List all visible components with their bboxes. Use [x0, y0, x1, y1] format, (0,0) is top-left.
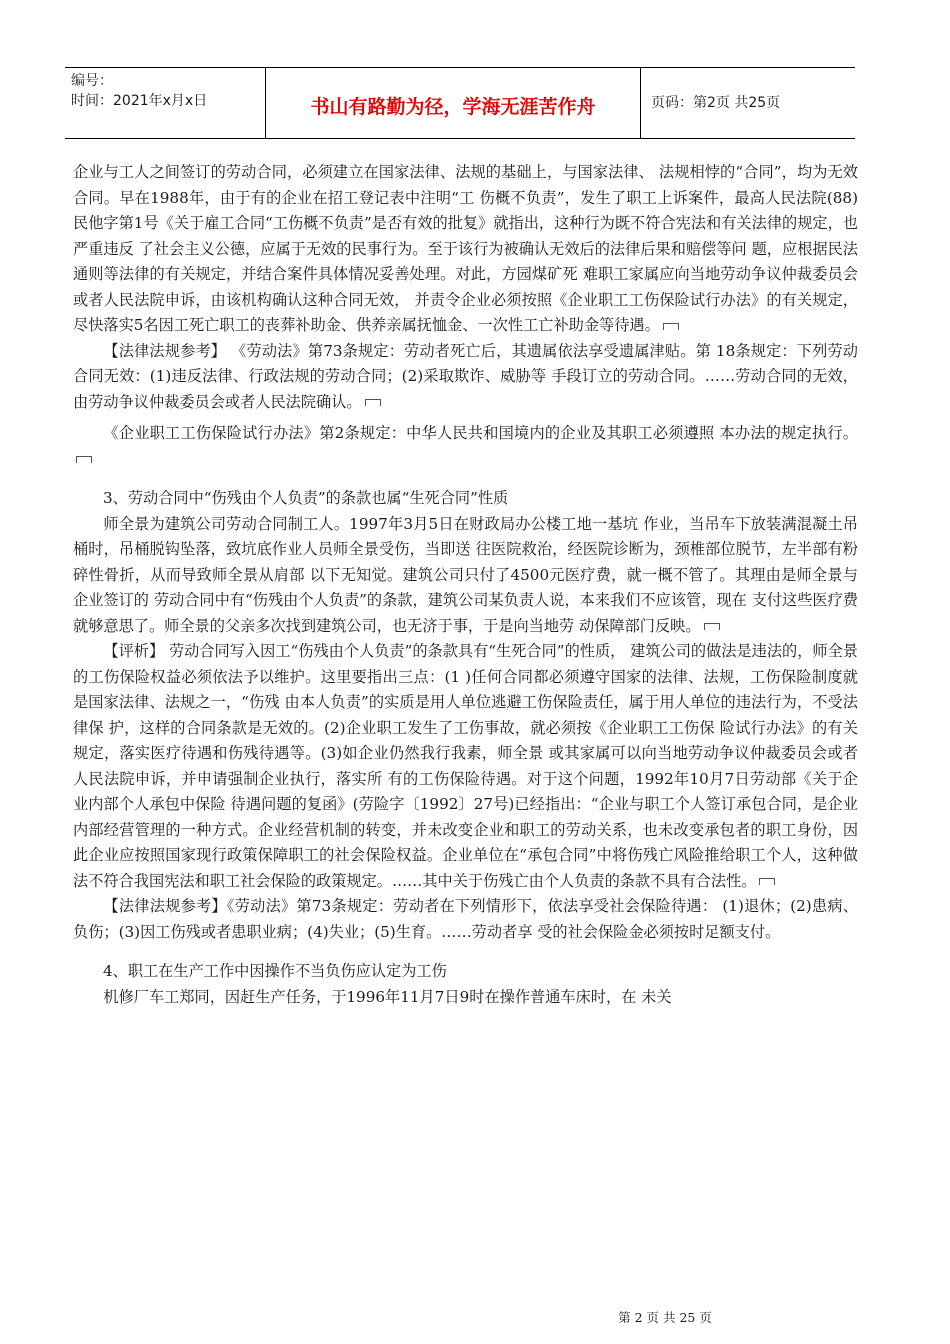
paragraph-6-text: 【法律法规参考】《劳动法》第73条规定：劳动者在下列情形下，依法享受社会保险待遇： (1)退休；(2)患病、负伤；(3)因工伤残或者患职业病；(4)失业；(5)生育。……劳动者享 受的社会保险金必须按时足额支付。: [73, 897, 858, 941]
paragraph-7: 机修厂车工郑同，因赶生产任务，于1996年11月7日9时在操作普通车床时，在 未关: [103, 987, 672, 1006]
page-header: [65, 67, 855, 139]
paragraph-mark-icon: [663, 323, 679, 330]
paragraph-3-text: 《企业职工工伤保险试行办法》第2条规定：中华人民共和国境内的企业及其职工必须遵照 本办法的规定执行。: [103, 424, 858, 442]
paragraph-6: [73, 894, 858, 945]
paragraph-mark-icon: [76, 456, 92, 463]
paragraph-3: [73, 421, 858, 472]
page-footer: [0, 1307, 950, 1326]
motto-text: 书山有路勤为径，学海无涯苦作舟: [310, 96, 596, 118]
paragraph-2-text: 【法律法规参考】 《劳动法》第73条规定：劳动者死亡后，其遗属依法享受遗属津贴。第 18条规定：下列劳动合同无效：(1)违反法律、行政法规的劳动合同；(2)采取欺诈、威胁等 手段订立的劳动合同。……劳动合同的无效，由劳动争议仲裁委员会或者人民法院确认。: [73, 341, 858, 411]
paragraph-4: [73, 512, 858, 640]
header-motto-cell: [266, 68, 641, 138]
paragraph-5-text: 【评析】 劳动合同写入因工“伤残由个人负责”的条款具有“生死合同”的性质， 建筑公司的做法是违法的，师全景的工伤保险权益必须依法予以维护。这里要指出三点：(1 )任何合同都必须遵守国家的法律、法规，工伤保险制度就是国家法律、法规之一，“伤残 由本人负责”的实质是用人单位逃避工伤保险责任，属于用人单位的违法行为，不受法律保 护，这样的合同条款是无效的。(2)企业职工发生了工伤事故，就必须按《企业职工工伤保 险试行办法》的有关规定，落实医疗待遇和伤残待遇等。(3)如企业仍然我行我素，师全景 或其家属可以向当地劳动争议仲裁委员会或者人民法院申诉，并申请强制企业执行，落实所 有的工伤保险待遇。对于这个问题，1992年10月7日劳动部《关于企业内部个人承包中保险 待遇问题的复函》(劳险字〔1992〕27号)已经指出：“企业与职工个人签订承包合同，是企业内部经营管理的一种方式。企业经营机制的转变，并未改变企业和职工的劳动关系，也未改变承包者的职工身份，因此企业应按照国家现行政策保障职工的社会保险权益。企业单位在“承包合同”中将伤残亡风险推给职工个人，这种做法不符合我国宪法和职工社会保险的政策规定。……其中关于伤残亡由个人负责的条款不具有合法性。: [73, 642, 858, 890]
paragraph-mark-icon: [759, 878, 775, 885]
paragraph-4-text: 师全景为建筑公司劳动合同制工人。1997年3月5日在财政局办公楼工地一基坑 作业，当吊车下放装满混凝土吊桶时，吊桶脱钩坠落，致坑底作业人员师全景受伤，当即送 往医院救治，经医院诊断为，颈椎部位脱节，左半部有粉碎性骨折，从而导致师全景从肩部 以下无知觉。建筑公司只付了4500元医疗费，就一概不管了。其理由是师全景与企业签订的 劳动合同中有“伤残由个人负责”的条款，建筑公司某负责人说，本来我们不应该管，现在 支付这些医疗费就够意思了。师全景的父亲多次找到建筑公司，也无济于事，于是向当地劳 动保障部门反映。: [73, 514, 858, 635]
paragraph-2: [73, 339, 858, 416]
header-page-cell: [641, 68, 855, 138]
document-body: [73, 160, 858, 1010]
paragraph-mark-icon: [365, 399, 381, 406]
paragraph-5: [73, 639, 858, 894]
time-label: 时间：2021年x月x日: [71, 93, 208, 109]
number-label: 编号：: [71, 73, 113, 89]
footer-page-number: 第 2 页 共 25 页: [618, 1310, 712, 1325]
header-page-info: 页码：第2页 共25页: [651, 95, 781, 111]
section-heading-3: 3、劳动合同中“伤残由个人负责”的条款也属“生死合同”性质: [103, 489, 509, 507]
header-meta-cell: [65, 68, 266, 138]
paragraph-mark-icon: [704, 623, 720, 630]
paragraph-1-text: 企业与工人之间签订的劳动合同，必须建立在国家法律、法规的基础上，与国家法律、 法规相悖的“合同”，均为无效合同。早在1988年，由于有的企业在招工登记表中注明“工 伤概不负责”，发生了职工上诉案件，最高人民法院(88)民他字第1号《关于雇工合同“工伤概不负责”是否有效的批复》就指出，这种行为既不符合宪法和有关法律的规定，也严重违反 了社会主义公德，应属于无效的民事行为。至于该行为被确认无效后的法律后果和赔偿等问 题，应根据民法通则等法律的有关规定，并结合案件具体情况妥善处理。对此，方园煤矿死 难职工家属应向当地劳动争议仲裁委员会或者人民法院申诉，由该机构确认这种合同无效， 并责令企业必须按照《企业职工工伤保险试行办法》的有关规定，尽快落实5名因工死亡职工的丧葬补助金、供养亲属抚恤金、一次性工亡补助金等待遇。: [73, 163, 858, 334]
section-heading-4: 4、职工在生产工作中因操作不当负伤应认定为工伤: [103, 962, 447, 980]
paragraph-1: [73, 160, 858, 339]
